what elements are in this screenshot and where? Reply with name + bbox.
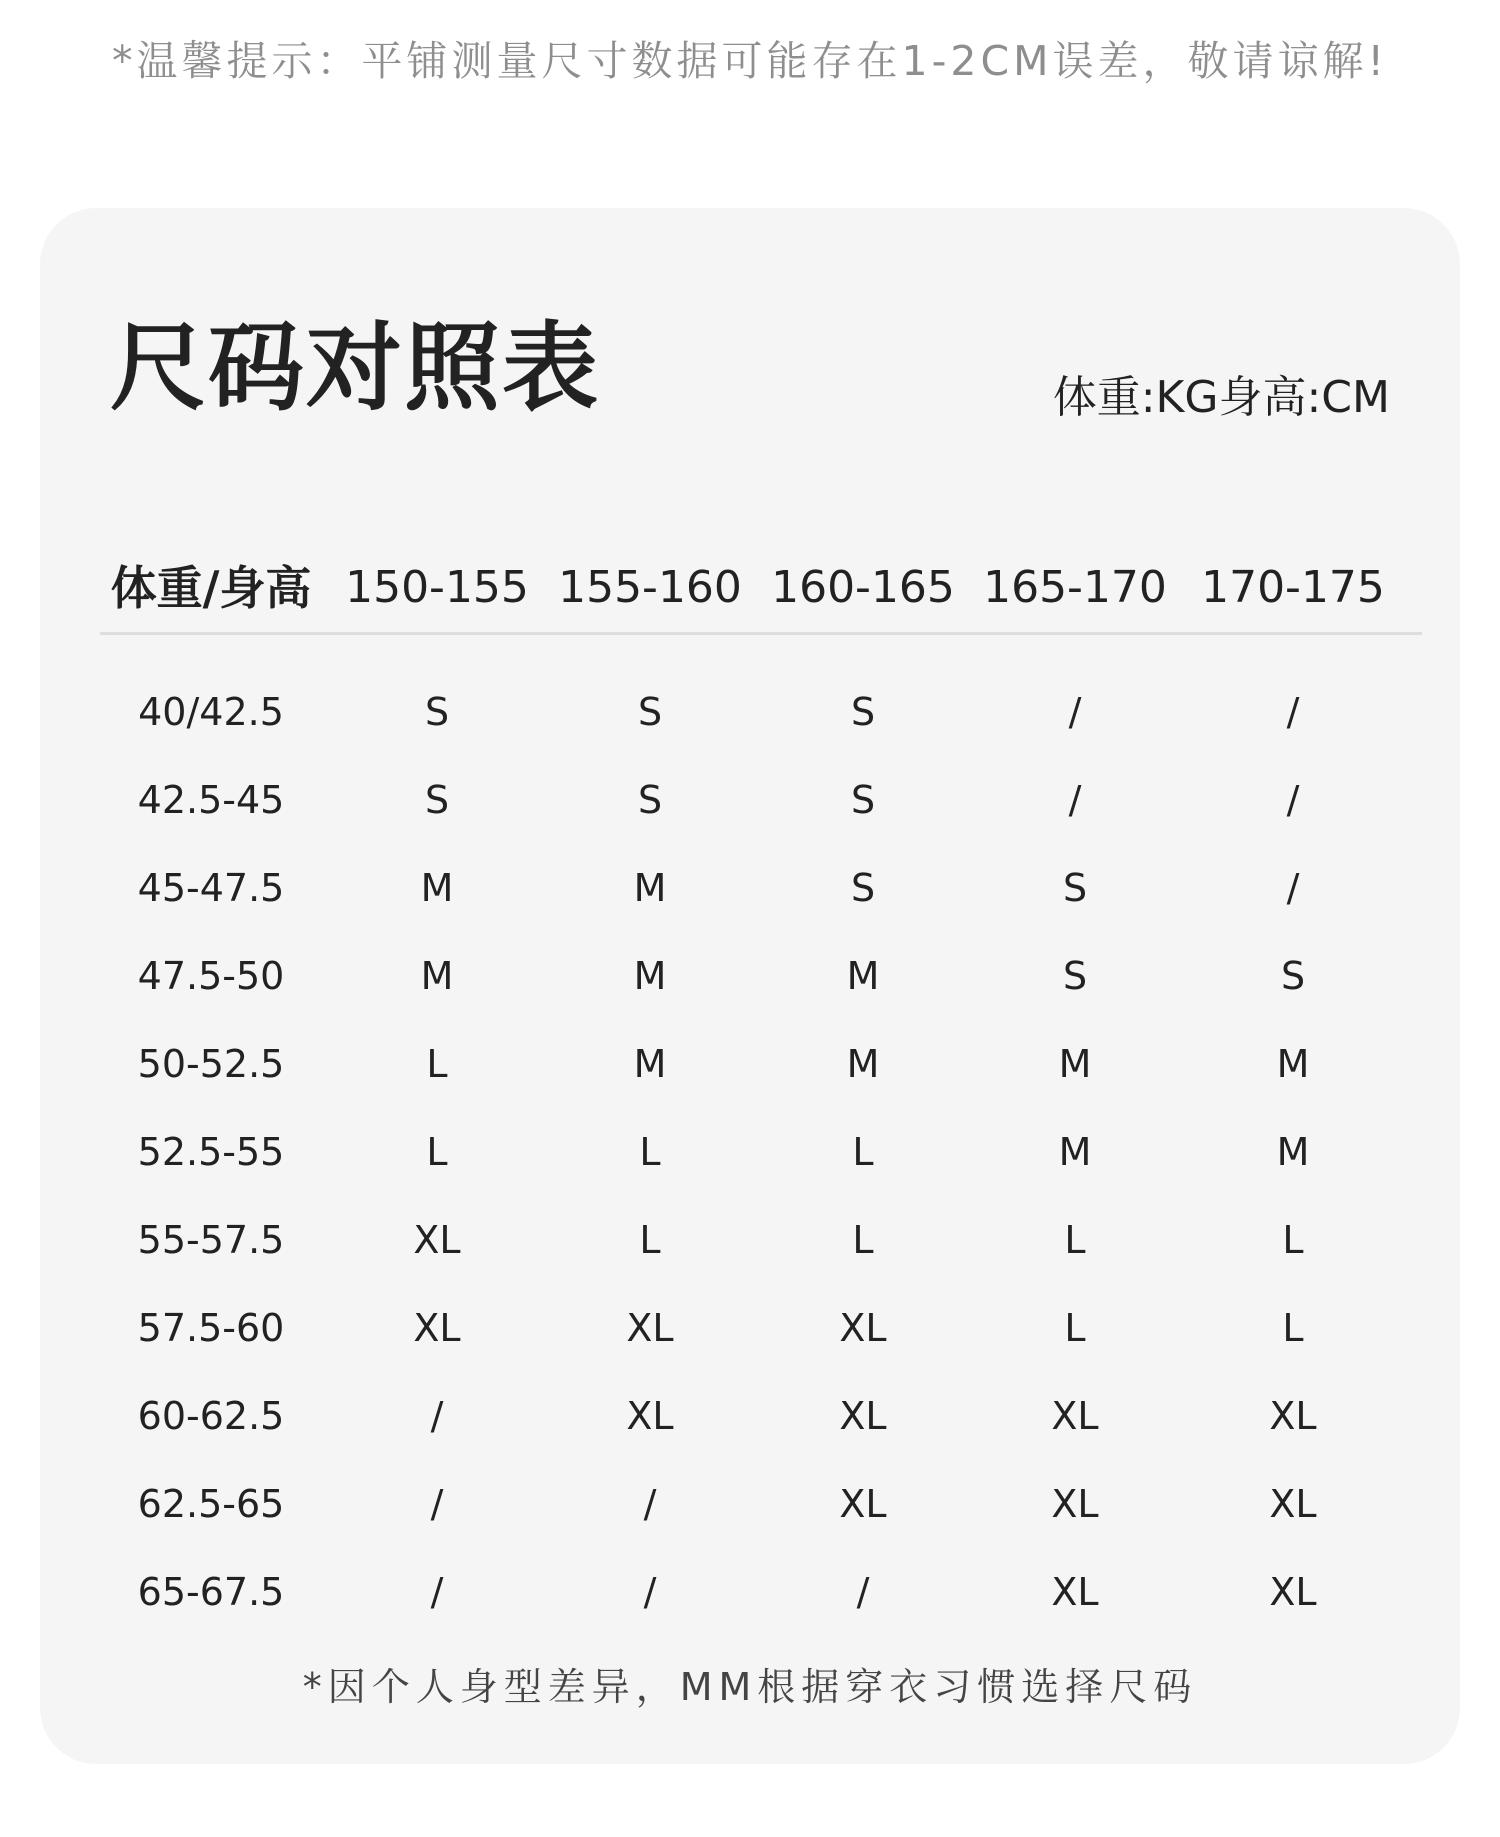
size-cell: XL (1051, 1482, 1099, 1526)
size-cell: XL (1051, 1394, 1099, 1438)
measurement-error-notice: *温馨提示：平铺测量尺寸数据可能存在1-2CM误差，敬请谅解! (112, 37, 1388, 85)
table-row (100, 1548, 1420, 1636)
size-cell: / (1286, 778, 1300, 822)
size-cell: / (1068, 778, 1082, 822)
size-cell: XL (839, 1306, 887, 1350)
size-cell: S (637, 778, 663, 822)
size-chart-title: 尺码对照表 (110, 312, 600, 424)
size-cell: L (639, 1218, 661, 1262)
size-cell: M (633, 866, 667, 910)
size-cell: M (846, 1042, 880, 1086)
size-cell: L (1282, 1306, 1304, 1350)
size-cell: L (1064, 1306, 1086, 1350)
height-column-header: 155-160 (558, 562, 742, 613)
size-cell: S (850, 690, 876, 734)
size-cell: / (430, 1570, 444, 1614)
table-row (100, 844, 1420, 932)
size-cell: XL (626, 1394, 674, 1438)
size-chart-card (40, 208, 1460, 1764)
height-column-header: 160-165 (771, 562, 955, 613)
size-cell: L (852, 1218, 874, 1262)
size-cell: XL (413, 1306, 461, 1350)
table-row (100, 1196, 1420, 1284)
size-cell: S (424, 778, 450, 822)
weight-range-cell: 50-52.5 (137, 1042, 285, 1086)
size-choice-footnote: *因个人身型差异，MM根据穿衣习惯选择尺码 (302, 1665, 1198, 1709)
size-cell: L (1064, 1218, 1086, 1262)
size-cell: / (1286, 866, 1300, 910)
size-cell: XL (413, 1218, 461, 1262)
size-cell: M (1058, 1130, 1092, 1174)
corner-header: 体重/身高 (110, 561, 312, 615)
size-cell: L (426, 1042, 448, 1086)
size-cell: M (1058, 1042, 1092, 1086)
table-row (100, 1284, 1420, 1372)
size-cell: M (1276, 1042, 1310, 1086)
size-cell: M (633, 954, 667, 998)
size-cell: L (639, 1130, 661, 1174)
size-cell: M (1276, 1130, 1310, 1174)
size-cell: XL (839, 1394, 887, 1438)
size-cell: S (850, 778, 876, 822)
weight-range-cell: 42.5-45 (137, 778, 285, 822)
weight-range-cell: 60-62.5 (137, 1394, 285, 1438)
weight-range-cell: 52.5-55 (137, 1130, 285, 1174)
table-row (100, 1460, 1420, 1548)
weight-range-cell: 62.5-65 (137, 1482, 285, 1526)
height-column-header: 165-170 (983, 562, 1167, 613)
size-cell: M (420, 866, 454, 910)
size-cell: L (426, 1130, 448, 1174)
weight-range-cell: 47.5-50 (137, 954, 285, 998)
size-cell: / (643, 1570, 657, 1614)
size-cell: XL (1269, 1394, 1317, 1438)
size-cell: M (633, 1042, 667, 1086)
size-cell: L (1282, 1218, 1304, 1262)
table-row (100, 932, 1420, 1020)
weight-range-cell: 57.5-60 (137, 1306, 285, 1350)
weight-range-cell: 55-57.5 (137, 1218, 285, 1262)
size-cell: M (846, 954, 880, 998)
units-label: 体重:KG身高:CM (1052, 372, 1390, 423)
weight-range-cell: 65-67.5 (137, 1570, 285, 1614)
size-cell: XL (626, 1306, 674, 1350)
size-cell: XL (1051, 1570, 1099, 1614)
size-cell: / (643, 1482, 657, 1526)
size-cell: S (1280, 954, 1306, 998)
size-cell: / (430, 1394, 444, 1438)
size-cell: XL (1269, 1482, 1317, 1526)
size-cell: XL (839, 1482, 887, 1526)
weight-range-cell: 45-47.5 (137, 866, 285, 910)
size-cell: S (850, 866, 876, 910)
height-column-header: 170-175 (1201, 562, 1385, 613)
size-cell: S (1062, 954, 1088, 998)
size-cell: L (852, 1130, 874, 1174)
header-divider (100, 632, 1422, 635)
table-row (100, 1020, 1420, 1108)
size-cell: S (637, 690, 663, 734)
size-cell: S (1062, 866, 1088, 910)
table-row (100, 1372, 1420, 1460)
weight-range-cell: 40/42.5 (138, 690, 284, 734)
size-cell: / (856, 1570, 870, 1614)
size-cell: XL (1269, 1570, 1317, 1614)
table-header-row (100, 553, 1420, 623)
height-column-header: 150-155 (345, 562, 529, 613)
size-cell: M (420, 954, 454, 998)
size-cell: / (1068, 690, 1082, 734)
size-cell: S (424, 690, 450, 734)
size-cell: / (1286, 690, 1300, 734)
table-row (100, 756, 1420, 844)
table-row (100, 668, 1420, 756)
size-table-body (100, 668, 1420, 1636)
table-row (100, 1108, 1420, 1196)
size-cell: / (430, 1482, 444, 1526)
